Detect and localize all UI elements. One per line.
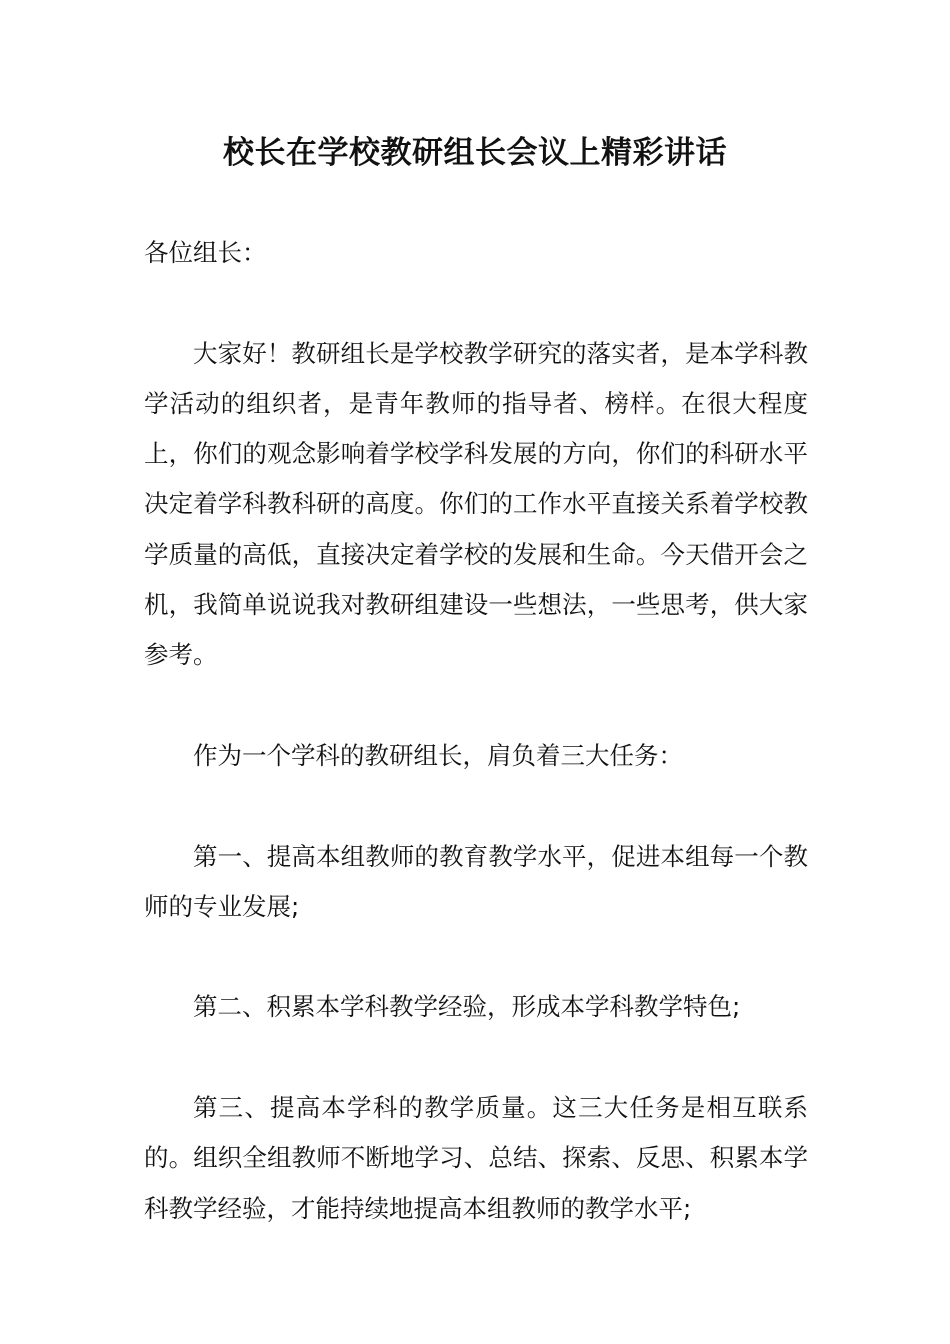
paragraph-spacer <box>144 781 808 831</box>
paragraph-task-two: 第二、积累本学科教学经验，形成本学科教学特色; <box>193 992 741 1022</box>
document-title: 校长在学校教研组长会议上精彩讲话 <box>223 135 727 171</box>
paragraph-spacer <box>144 1033 808 1083</box>
paragraph-task-three: 第三、提高本学科的教学质量。这三大任务是相互联系的。组织全组教师不断地学习、总结、探索、反思、积累本学科教学经验，才能持续地提高本组教师的教学水平; <box>144 1093 808 1223</box>
paragraph-spacer <box>144 932 808 982</box>
paragraph-spacer <box>144 681 808 731</box>
paragraph-intro: 大家好！教研组长是学校教学研究的落实者，是本学科教学活动的组织者，是青年教师的指导者、榜样。在很大程度上，你们的观念影响着学校学科发展的方向，你们的科研水平决定着学科教科研的高度。你们的工作水平直接关系着学校教学质量的高低，直接决定着学校的发展和生命。今天借开会之机，我简单说说我对教研组建设一些想法，一些思考，供大家参考。 <box>144 338 808 670</box>
salutation: 各位组长： <box>144 238 267 267</box>
document-body <box>144 228 808 1234</box>
paragraph-tasks-intro: 作为一个学科的教研组长，肩负着三大任务： <box>193 740 683 770</box>
paragraph-spacer <box>144 278 808 328</box>
paragraph-task-one: 第一、提高本组教师的教育教学水平，促进本组每一个教师的专业发展; <box>144 841 808 921</box>
